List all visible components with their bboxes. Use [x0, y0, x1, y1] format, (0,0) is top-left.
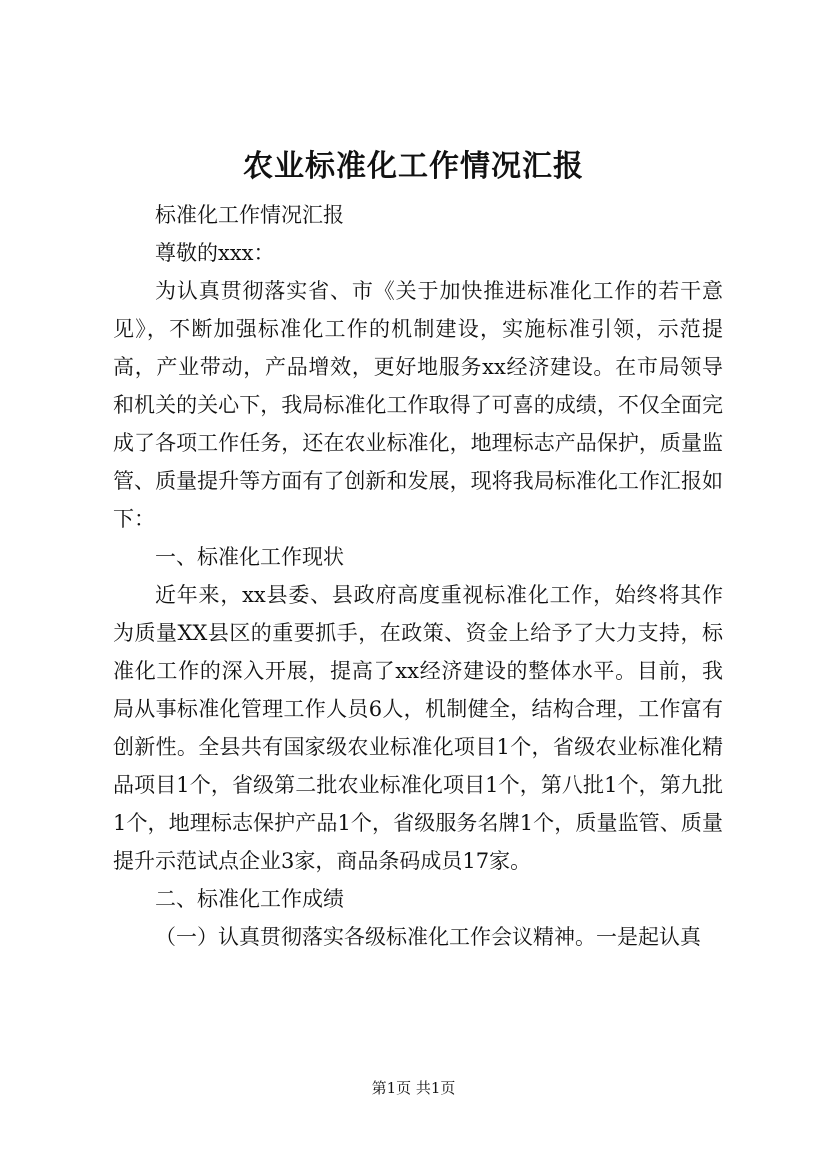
document-title: 农业标准化工作情况汇报 — [243, 149, 584, 184]
paragraph-achievements-item-1: （一）认真贯彻落实各级标准化工作会议精神。一是起认真 — [155, 925, 701, 949]
paragraph-status: 近年来，xx县委、县政府高度重视标准化工作，始终将其作为质量XX县区的重要抓手，在政策、资金上给予了大力支持，标准化工作的深入开展，提高了xx经济建设的整体水平。目前，我局从事标准化管理工作人员6人，机制健全，结构合理，工作富有创新性。全县共有国家级农业标准化项目1个，省级农业标准化精品项目1个，省级第二批农业标准化项目1个，第八批1个，第九批1个，地理标志保护产品1个，省级服务名牌1个，质量监管、质量提升示范试点企业3家，商品条码成员17家。 — [113, 583, 723, 873]
document-body — [113, 196, 723, 956]
paragraph-salutation: 尊敬的xxx： — [155, 241, 275, 265]
page-footer: 第1页 共1页 — [371, 1079, 456, 1097]
section-heading-status: 一、标准化工作现状 — [155, 545, 344, 569]
paragraph-subtitle: 标准化工作情况汇报 — [155, 203, 344, 227]
paragraph-intro: 为认真贯彻落实省、市《关于加快推进标准化工作的若干意见》，不断加强标准化工作的机制建设，实施标准引领，示范提高，产业带动，产品增效，更好地服务xx经济建设。在市局领导和机关的关心下，我局标准化工作取得了可喜的成绩，不仅全面完成了各项工作任务，还在农业标准化，地理标志产品保护，质量监管、质量提升等方面有了创新和发展，现将我局标准化工作汇报如下： — [113, 279, 723, 531]
section-heading-achievements: 二、标准化工作成绩 — [155, 887, 344, 911]
